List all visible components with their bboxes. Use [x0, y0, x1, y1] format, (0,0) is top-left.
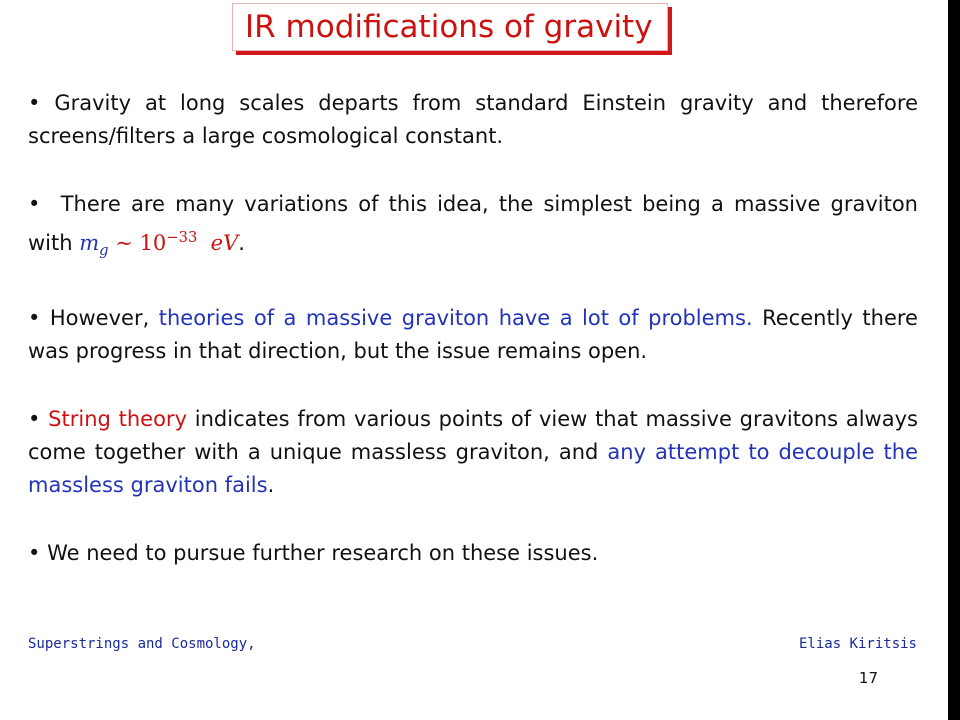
bullet-5 — [28, 537, 918, 570]
footer-conference: Superstrings and Cosmology, — [28, 636, 256, 652]
footer-author: Elias Kiritsis — [798, 636, 917, 652]
letterbox-bar — [948, 0, 960, 720]
bullet-2: • There are many variations of this idea, the simplest being a massive graviton with $m_g$ ∼ $10^{-33}$ eV. — [28, 192, 918, 260]
bullet-marker: • — [28, 306, 41, 331]
bullet-4-string-theory: String theory — [48, 407, 187, 432]
bullet-4-text-middle: indicates from various points of view that massive gravitons always come together with a unique massless graviton, and — [28, 407, 918, 465]
bullet-3 — [28, 302, 918, 368]
bullet-marker: • — [28, 407, 41, 432]
bullet-marker: • — [28, 91, 41, 115]
bullet-1-text: Gravity at long scales departs from standard Einstein gravity and therefore screens/filters a large cosmological constant. — [28, 91, 918, 148]
graviton-mass-symbol: $m_g$ — [79, 231, 109, 260]
slide-content — [28, 87, 918, 570]
bullet-3-text-after: Recently there was progress in that direction, but the issue remains open. — [28, 306, 918, 364]
bullet-5-text: We need to pursue further research on these issues. — [47, 541, 599, 566]
bullet-marker: • — [28, 541, 41, 566]
slide-title-box — [232, 3, 668, 51]
bullet-4: • String theory indicates from various points of view that massive gravitons always come together with a unique massless graviton, and any attempt to decouple the massless graviton fails. — [28, 407, 918, 498]
bullet-1 — [28, 87, 918, 153]
bullet-4-highlight: any attempt to decouple the massless graviton fails — [28, 440, 918, 498]
bullet-marker: • — [28, 192, 41, 216]
bullet-3-highlight: theories of a massive graviton have a lot of problems. — [158, 306, 753, 331]
bullet-3-text-before: However, — [49, 306, 150, 331]
slide-title: IR modifications of gravity — [245, 9, 653, 45]
page-number: 17 — [858, 669, 878, 687]
bullet-2-text: There are many variations of this idea, the simplest being a massive graviton with — [28, 192, 918, 255]
graviton-mass-value: ∼ $10^{-33}$ eV — [115, 229, 239, 255]
